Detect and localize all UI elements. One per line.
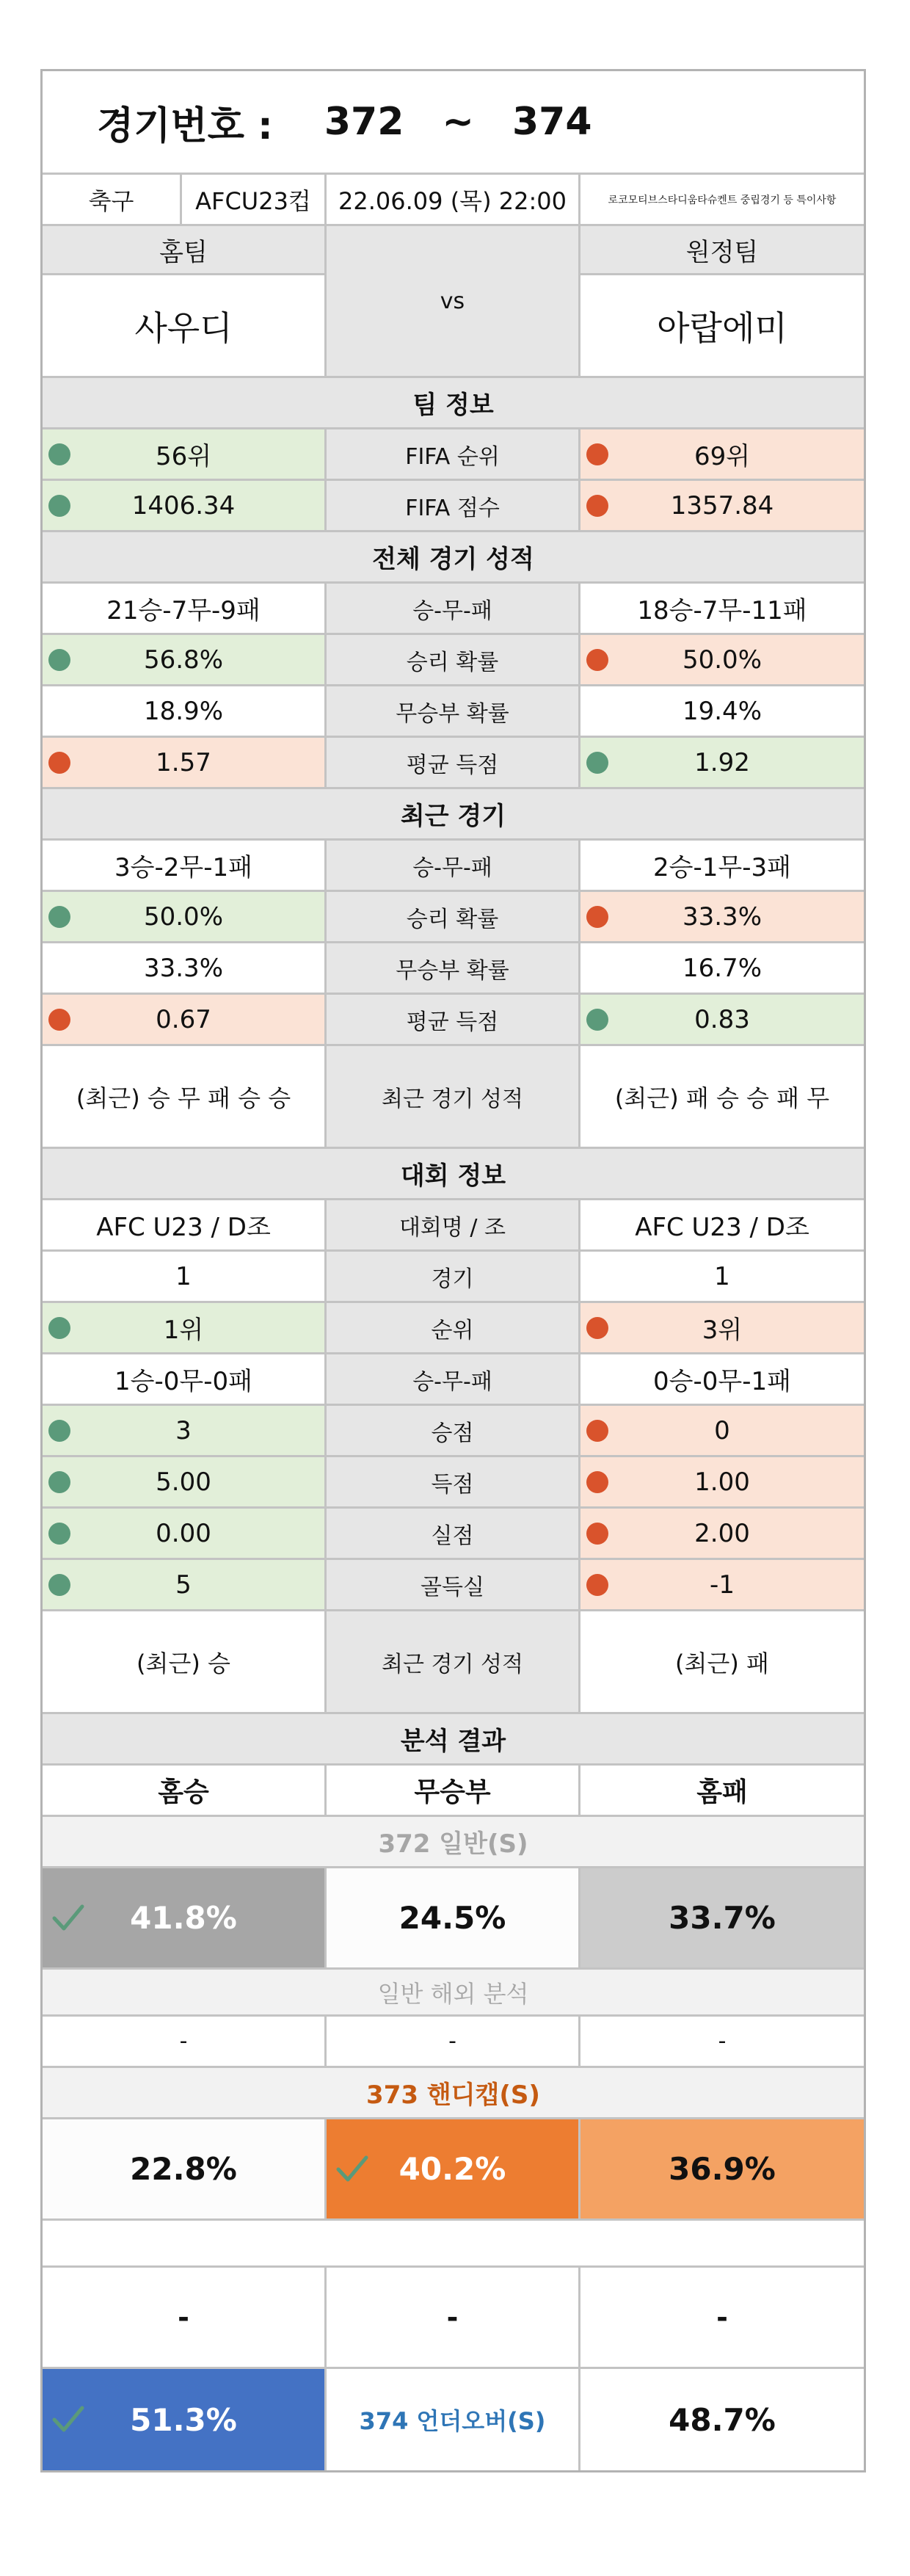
team-info-title-row — [43, 378, 864, 429]
tournament-record-label: 승-무-패 — [327, 1354, 580, 1404]
home-tournament-goals-against: 0.00 — [43, 1509, 327, 1558]
circle-dot-icon — [48, 752, 70, 774]
column-home-loss: 홈패 — [696, 1777, 748, 1807]
away-recent-win-rate: 33.3% — [580, 892, 864, 941]
overall-draw-rate-label: 무승부 확률 — [327, 686, 580, 736]
away-team-label: 원정팀 — [580, 226, 864, 275]
circle-dot-icon — [586, 1523, 608, 1545]
home-tournament-name: AFC U23 / D조 — [43, 1200, 327, 1249]
overall-draw-rate-row — [43, 686, 864, 738]
tournament-points-row — [43, 1406, 864, 1457]
circle-dot-icon — [48, 1420, 70, 1442]
extra-values-row — [43, 2268, 864, 2369]
recent-avg-goals-label: 평균 득점 — [327, 995, 580, 1044]
general-title: 372 일반(S) — [378, 1829, 528, 1859]
away-tournament-record: 0승-0무-1패 — [653, 1367, 791, 1396]
home-overall-avg-goals: 1.57 — [43, 738, 327, 787]
analysis-columns-row — [43, 1766, 864, 1817]
recent-win-rate-label: 승리 확률 — [327, 892, 580, 941]
tournament-name-row — [43, 1200, 864, 1252]
away-tournament-games: 1 — [714, 1261, 730, 1291]
circle-dot-icon — [48, 1523, 70, 1545]
away-overall-win-rate: 50.0% — [580, 635, 864, 684]
recent-title: 최근 경기 — [400, 802, 506, 831]
column-home-win: 홈승 — [43, 1766, 327, 1815]
recent-win-rate-row — [43, 892, 864, 943]
home-team-label: 홈팀 — [43, 226, 324, 275]
circle-dot-icon — [586, 1009, 608, 1031]
general-title-row — [43, 1817, 864, 1868]
circle-dot-icon — [48, 906, 70, 928]
handicap-home-win: 22.8% — [43, 2119, 327, 2218]
extra-home-loss: - — [716, 2301, 728, 2334]
overall-avg-goals-label: 평균 득점 — [327, 738, 580, 787]
analysis-title-row — [43, 1714, 864, 1766]
general-draw: 24.5% — [327, 1868, 580, 1967]
check-mark-icon — [51, 1901, 85, 1934]
extra-draw: - — [327, 2268, 580, 2367]
underover-label: 374 언더오버(S) — [327, 2369, 580, 2470]
team-info-title: 팀 정보 — [412, 391, 494, 420]
handicap-title: 373 핸디캡(S) — [366, 2080, 540, 2110]
note-cell: 로코모티브스타디움타슈켄트 중립경기 등 특이사항 — [608, 194, 837, 206]
column-draw: 무승부 — [327, 1766, 580, 1815]
underover-row — [43, 2369, 864, 2470]
recent-title-row — [43, 789, 864, 841]
home-tournament-form: (최근) 승 — [43, 1611, 327, 1712]
circle-dot-icon — [586, 443, 608, 465]
home-tournament-goal-diff: 5 — [43, 1560, 327, 1609]
fifa-rank-label: FIFA 순위 — [327, 429, 580, 479]
fifa-points-row — [43, 481, 864, 532]
teams-block — [43, 226, 864, 378]
overall-title: 전체 경기 성적 — [372, 545, 534, 574]
match-number-to: 374 — [512, 100, 592, 144]
recent-form-label: 최근 경기 성적 — [327, 1046, 580, 1147]
vs-label: vs — [327, 226, 580, 376]
tournament-goals-for-row — [43, 1457, 864, 1509]
overall-win-rate-row — [43, 635, 864, 686]
tournament-title-row — [43, 1149, 864, 1200]
home-overall-draw-rate: 18.9% — [43, 686, 327, 736]
home-tournament-games: 1 — [43, 1252, 327, 1301]
away-recent-form: (최근) 패 승 승 패 무 — [614, 1084, 830, 1112]
overseas-home-loss: - — [718, 2028, 727, 2054]
fifa-rank-row — [43, 429, 864, 481]
underover-under: 51.3% — [43, 2369, 327, 2470]
overseas-draw: - — [327, 2017, 580, 2066]
tournament-goal-diff-row — [43, 1560, 864, 1611]
circle-dot-icon — [48, 1009, 70, 1031]
away-tournament-rank: 3위 — [580, 1303, 864, 1352]
overall-title-row — [43, 532, 864, 584]
match-number-header — [43, 71, 864, 175]
extra-home-win: - — [43, 2268, 327, 2367]
match-info-row — [43, 175, 864, 226]
tournament-rank-row — [43, 1303, 864, 1354]
match-analysis-sheet — [40, 69, 866, 2472]
away-tournament-name: AFC U23 / D조 — [635, 1213, 809, 1242]
overall-avg-goals-row — [43, 738, 864, 789]
away-tournament-goals-against: 2.00 — [580, 1509, 864, 1558]
tournament-goals-against-row — [43, 1509, 864, 1560]
circle-dot-icon — [48, 495, 70, 517]
home-overall-win-rate: 56.8% — [43, 635, 327, 684]
recent-avg-goals-row — [43, 995, 864, 1046]
away-tournament-goals-for: 1.00 — [580, 1457, 864, 1506]
away-overall-record: 18승-7무-11패 — [637, 596, 807, 625]
analysis-title: 분석 결과 — [400, 1727, 506, 1756]
tournament-form-label: 최근 경기 성적 — [327, 1611, 580, 1712]
away-recent-avg-goals: 0.83 — [580, 995, 864, 1044]
tournament-title: 대회 정보 — [400, 1161, 506, 1191]
handicap-title-row — [43, 2068, 864, 2119]
circle-dot-icon — [586, 752, 608, 774]
general-values-row — [43, 1868, 864, 1970]
recent-draw-rate-label: 무승부 확률 — [327, 943, 580, 993]
circle-dot-icon — [586, 495, 608, 517]
away-overall-draw-rate: 19.4% — [682, 696, 762, 726]
home-recent-record: 3승-2무-1패 — [43, 841, 327, 890]
tournament-games-label: 경기 — [327, 1252, 580, 1301]
away-fifa-rank: 69위 — [580, 429, 864, 479]
circle-dot-icon — [48, 443, 70, 465]
tournament-goals-against-label: 실점 — [327, 1509, 580, 1558]
overseas-title-row — [43, 1970, 864, 2017]
recent-record-label: 승-무-패 — [327, 841, 580, 890]
circle-dot-icon — [48, 1317, 70, 1339]
away-overall-avg-goals: 1.92 — [580, 738, 864, 787]
tournament-rank-label: 순위 — [327, 1303, 580, 1352]
match-number-label: 경기번호 : — [97, 104, 273, 148]
empty-spacer — [43, 2221, 864, 2265]
sport-cell: 축구 — [43, 175, 182, 224]
check-mark-icon — [335, 2152, 369, 2185]
handicap-values-row — [43, 2119, 864, 2221]
home-team-name: 사우디 — [134, 308, 233, 348]
overall-record-label: 승-무-패 — [327, 584, 580, 633]
home-recent-win-rate: 50.0% — [43, 892, 327, 941]
circle-dot-icon — [586, 1317, 608, 1339]
home-overall-record: 21승-7무-9패 — [43, 584, 327, 633]
fifa-points-label: FIFA 점수 — [327, 481, 580, 530]
overall-win-rate-label: 승리 확률 — [327, 635, 580, 684]
home-recent-draw-rate: 33.3% — [43, 943, 327, 993]
circle-dot-icon — [586, 906, 608, 928]
handicap-draw: 40.2% — [327, 2119, 580, 2218]
home-fifa-rank: 56위 — [43, 429, 327, 479]
home-tournament-goals-for: 5.00 — [43, 1457, 327, 1506]
away-tournament-form: (최근) 패 — [675, 1649, 769, 1677]
home-tournament-rank: 1위 — [43, 1303, 327, 1352]
away-team-name: 아랍에미 — [657, 308, 787, 348]
spacer-row — [43, 2221, 864, 2268]
handicap-home-loss: 36.9% — [580, 2119, 864, 2218]
check-mark-icon — [51, 2402, 85, 2436]
overseas-values-row — [43, 2017, 864, 2068]
tournament-goals-for-label: 득점 — [327, 1457, 580, 1506]
overseas-home-win: - — [43, 2017, 327, 2066]
circle-dot-icon — [586, 1420, 608, 1442]
home-recent-form: (최근) 승 무 패 승 승 — [43, 1046, 327, 1147]
datetime-cell: 22.06.09 (목) 22:00 — [327, 175, 580, 224]
circle-dot-icon — [48, 1471, 70, 1493]
circle-dot-icon — [586, 1471, 608, 1493]
home-tournament-record: 1승-0무-0패 — [43, 1354, 327, 1404]
away-tournament-goal-diff: -1 — [580, 1560, 864, 1609]
general-home-win: 41.8% — [43, 1868, 327, 1967]
tournament-games-row — [43, 1252, 864, 1303]
away-recent-record: 2승-1무-3패 — [653, 853, 791, 882]
circle-dot-icon — [586, 1574, 608, 1596]
recent-draw-rate-row — [43, 943, 864, 995]
overseas-title: 일반 해외 분석 — [377, 1979, 529, 2008]
circle-dot-icon — [48, 1574, 70, 1596]
away-tournament-points: 0 — [580, 1406, 864, 1455]
general-home-loss: 33.7% — [580, 1868, 864, 1967]
recent-form-row — [43, 1046, 864, 1149]
tournament-name-label: 대회명 / 조 — [327, 1200, 580, 1249]
home-fifa-points: 1406.34 — [43, 481, 327, 530]
circle-dot-icon — [586, 649, 608, 671]
recent-record-row — [43, 841, 864, 892]
league-cell: AFCU23컵 — [182, 175, 327, 224]
away-recent-draw-rate: 16.7% — [682, 953, 762, 983]
match-number-tilde: ~ — [442, 100, 474, 144]
underover-over: 48.7% — [669, 2401, 776, 2438]
home-tournament-points: 3 — [43, 1406, 327, 1455]
home-recent-avg-goals: 0.67 — [43, 995, 327, 1044]
tournament-form-row — [43, 1611, 864, 1714]
match-number-from: 372 — [324, 100, 404, 144]
away-fifa-points: 1357.84 — [580, 481, 864, 530]
tournament-record-row — [43, 1354, 864, 1406]
circle-dot-icon — [48, 649, 70, 671]
overall-record-row — [43, 584, 864, 635]
tournament-points-label: 승점 — [327, 1406, 580, 1455]
tournament-goal-diff-label: 골득실 — [327, 1560, 580, 1609]
